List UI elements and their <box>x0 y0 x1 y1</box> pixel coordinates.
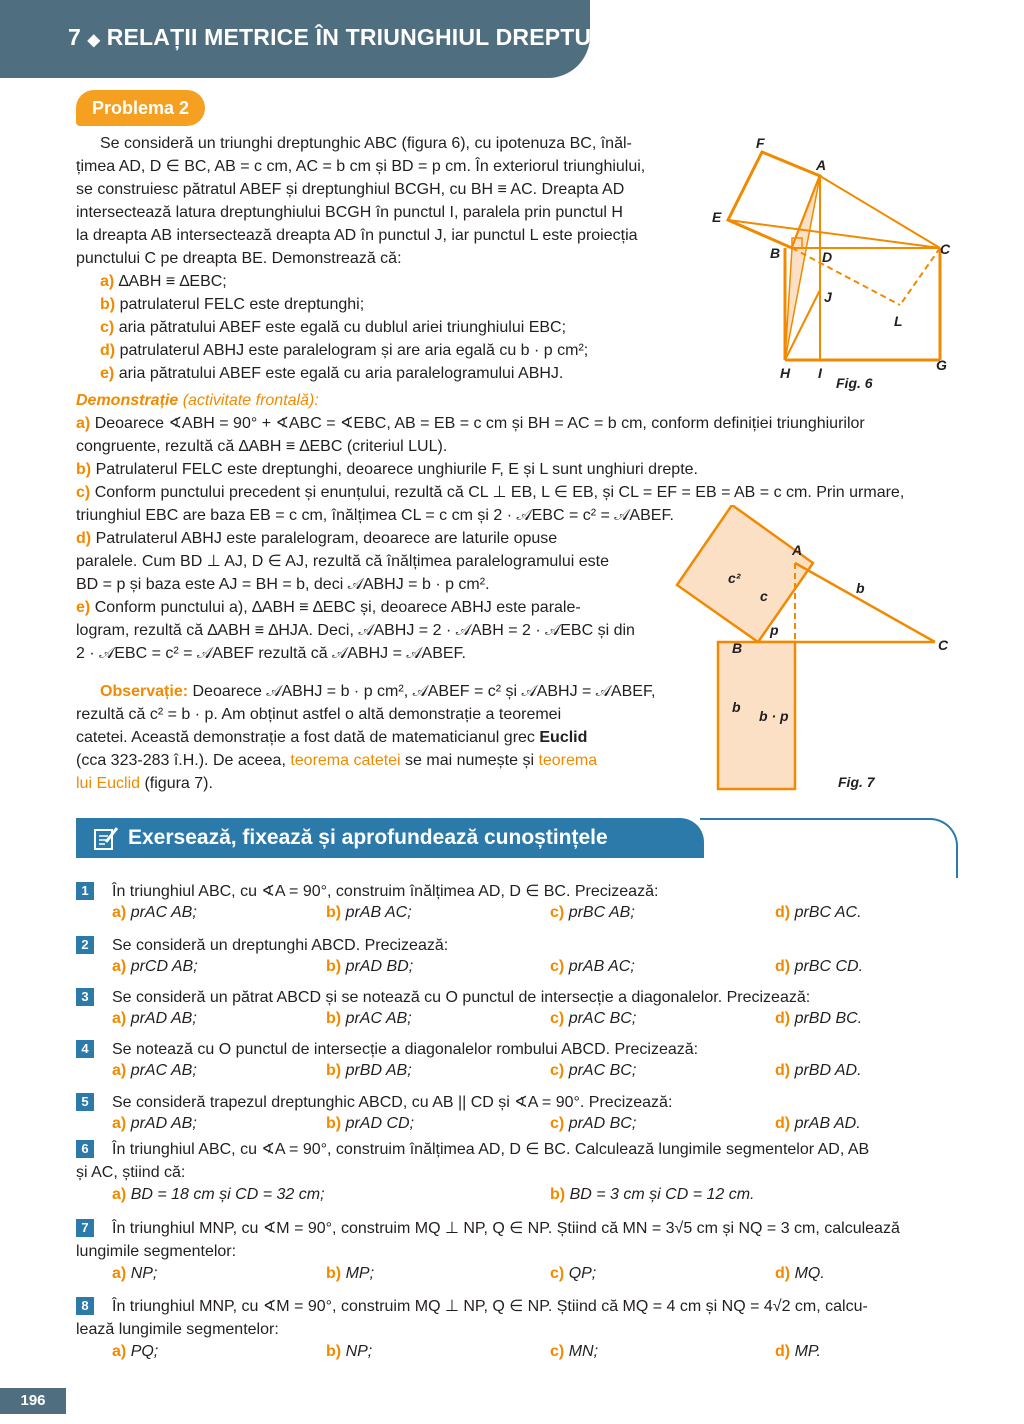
exercise-option <box>550 1186 755 1204</box>
label-j: J <box>824 289 832 305</box>
demo-title: Demonstrație <box>76 392 179 409</box>
option-letter: b) <box>326 1115 342 1132</box>
label-c: C <box>940 241 951 257</box>
label-b: B <box>770 245 781 261</box>
option-text: prBD AB; <box>345 1062 412 1079</box>
label-d: D <box>822 249 833 265</box>
exercise-option <box>112 1062 197 1080</box>
item-letter: e) <box>100 365 115 382</box>
label-g: G <box>936 357 947 373</box>
label-p: p <box>770 622 779 638</box>
option-text: BD = 18 cm și CD = 32 cm; <box>130 1186 325 1203</box>
option-text: prAC BC; <box>568 1062 637 1079</box>
item-text: aria pătratului ABEF este egală cu dublul ariei triunghiului EBC; <box>118 319 567 336</box>
item-text: aria pătratului ABEF este egală cu aria paralelogramului ABHJ. <box>118 365 564 382</box>
segment-ac <box>820 176 940 248</box>
problem-line: intersectează latura dreptunghiului BCGH în punctul I, paralela prin punctul H <box>76 204 623 221</box>
exercise-text: Se notează cu O punctul de intersecție a diagonalelor rombului ABCD. Precizează: <box>112 1041 699 1058</box>
option-text: QP; <box>568 1265 597 1282</box>
option-letter: c) <box>550 958 565 975</box>
option-letter: c) <box>550 1265 565 1282</box>
exercise-option <box>326 904 412 922</box>
page-number: 196 <box>0 1388 66 1414</box>
diamond-icon: ◆ <box>87 32 101 49</box>
option-text: prBC AB; <box>568 904 635 921</box>
option-letter: b) <box>326 1265 342 1282</box>
demo-text: paralele. Cum BD ⊥ AJ, D ∈ AJ, rezultă că înălțimea paralelogramului este <box>76 553 609 570</box>
exercise-option <box>112 958 198 976</box>
problem-items <box>100 270 700 385</box>
option-text: MP. <box>794 1343 821 1360</box>
option-text: prAC BC; <box>568 1010 637 1027</box>
option-text: prAB AD. <box>794 1115 861 1132</box>
exercise-option <box>326 1265 374 1283</box>
option-text: NP; <box>130 1265 158 1282</box>
option-text: MN; <box>568 1343 599 1360</box>
option-text: PQ; <box>130 1343 159 1360</box>
segment-ac <box>795 563 935 642</box>
observation-line-2: rezultă că c² = b · p. Am obținut astfel o altă demonstrație a teoremei <box>76 706 562 723</box>
option-letter: a) <box>112 1265 127 1282</box>
figure-7-caption: Fig. 7 <box>838 774 875 790</box>
option-text: prAB AC; <box>568 958 635 975</box>
problem-line: se construiesc pătratul ABEF și dreptunghiul BCGH, cu BH ≡ AC. Dreapta AD <box>76 181 625 198</box>
demonstration-line <box>76 481 956 504</box>
exercise-option <box>550 958 635 976</box>
option-letter: b) <box>326 1343 342 1360</box>
demo-text: Patrulaterul ABHJ este paralelogram, deoarece are laturile opuse <box>95 530 558 547</box>
demonstration-line <box>76 458 956 481</box>
exercise-option <box>550 1062 636 1080</box>
item-text: ∆ABH ≡ ∆EBC; <box>118 273 227 290</box>
option-letter: a) <box>112 958 127 975</box>
problem-line: Se consideră un triunghi dreptunghic ABC (figura 6), cu ipotenuza BC, înăl- <box>100 135 632 152</box>
demo-text: triunghiul EBC are baza EB = c cm, înălțimea CL = c cm și 2 · 𝒜EBC = c² = 𝒜ABEF. <box>76 507 674 524</box>
exercise-option <box>775 1010 862 1028</box>
demo-letter: b) <box>76 461 92 478</box>
segment-bl-dashed <box>792 248 900 305</box>
option-text: prAB AC; <box>345 904 412 921</box>
demo-letter: d) <box>76 530 92 547</box>
observation-line-3: catetei. Această demonstrație a fost dată de matematicianul grec <box>76 729 540 746</box>
option-text: prBD BC. <box>794 1010 863 1027</box>
chapter-title <box>68 24 666 51</box>
exercise-number: 2 <box>76 936 94 954</box>
problem-line: țimea AD, D ∈ BC, AB = c cm, AC = b cm și BD = p cm. În exteriorul triunghiului, <box>76 158 646 175</box>
exercise-number: 5 <box>76 1093 94 1111</box>
option-letter: b) <box>326 958 342 975</box>
exercise-text-continued: și AC, știind că: <box>76 1164 186 1181</box>
exercise-option <box>326 1062 412 1080</box>
exercise-option <box>775 1343 821 1361</box>
exercise-option <box>112 1265 157 1283</box>
exercise-number: 7 <box>76 1219 94 1237</box>
option-letter: a) <box>112 1343 127 1360</box>
exercise-number: 4 <box>76 1040 94 1058</box>
option-letter: d) <box>775 1265 791 1282</box>
item-letter: c) <box>100 319 115 336</box>
exercise-text-continued: lungimile segmentelor: <box>76 1243 237 1260</box>
theorem-term: teorema <box>538 752 598 769</box>
demo-text: Deoarece ∢ABH = 90° + ∢ABC = ∢EBC, AB = EB = c cm și BH = AC = b cm, conform definiției triunghiurilor <box>94 415 865 432</box>
exercise-option <box>112 1186 325 1204</box>
demo-text: Conform punctului precedent și enunțului, rezultă că CL ⊥ EB, L ∈ EB, și CL = EF = EB = AB = c cm. Prin urmare, <box>94 484 905 501</box>
option-letter: b) <box>326 1062 342 1079</box>
item-letter: d) <box>100 342 116 359</box>
demo-letter: c) <box>76 484 91 501</box>
exercise-section-rule <box>700 818 958 878</box>
option-text: NP; <box>345 1343 373 1360</box>
problem-item <box>100 339 700 362</box>
option-text: prAC AB; <box>130 904 197 921</box>
label-f: F <box>756 135 765 151</box>
euclid-theorem-term: lui Euclid <box>76 775 141 792</box>
exercise-option <box>550 1115 636 1133</box>
exercise-text: În triunghiul MNP, cu ∢M = 90°, construim MQ ⊥ NP, Q ∈ NP. Știind că MQ = 4 cm și NQ = 4√2 cm, calcu- <box>112 1298 868 1315</box>
exercise-option <box>550 1343 598 1361</box>
exercise-option <box>775 958 863 976</box>
option-letter: a) <box>112 1062 127 1079</box>
option-text: MQ. <box>794 1265 825 1282</box>
option-text: prAC AB; <box>345 1010 412 1027</box>
label-c-squared: c² <box>728 570 741 586</box>
segment-cl-dashed <box>900 248 940 305</box>
option-text: MP; <box>345 1265 375 1282</box>
item-letter: a) <box>100 273 115 290</box>
item-text: patrulaterul ABHJ este paralelogram și are aria egală cu b · p cm²; <box>119 342 589 359</box>
demonstration-line <box>76 412 956 435</box>
exercise-option <box>326 1010 412 1028</box>
option-text: prAC AB; <box>130 1062 197 1079</box>
option-letter: d) <box>775 1115 791 1132</box>
observation-line-4c: se mai numește și <box>400 752 539 769</box>
label-c-side: c <box>760 588 768 604</box>
option-letter: a) <box>112 1115 127 1132</box>
demo-text: BD = p și baza este AJ = BH = b, deci 𝒜ABHJ = b · p cm². <box>76 576 490 593</box>
problem-item <box>100 316 700 339</box>
label-h: H <box>780 365 791 381</box>
exercise-option <box>775 1062 862 1080</box>
option-text: prAD BD; <box>345 958 414 975</box>
exercise-number: 8 <box>76 1297 94 1315</box>
exercise-text-continued: lează lungimile segmentelor: <box>76 1321 279 1338</box>
exercise-option <box>775 904 862 922</box>
problem-line: punctului C pe dreapta BE. Demonstrează că: <box>76 250 402 267</box>
triangle-abh-fill <box>785 176 820 360</box>
exercise-option <box>112 1115 197 1133</box>
chapter-number: 7 <box>68 24 81 50</box>
demo-text: 2 · 𝒜EBC = c² = 𝒜ABEF rezultă că 𝒜ABHJ = 𝒜ABEF. <box>76 645 466 662</box>
euclid-name: Euclid <box>539 729 588 746</box>
demonstration-heading <box>76 389 319 412</box>
observation-label: Observație: <box>100 683 189 700</box>
option-letter: d) <box>775 1062 791 1079</box>
observation-line-5: (figura 7). <box>140 775 213 792</box>
figure-7 <box>660 505 960 805</box>
option-letter: d) <box>775 904 791 921</box>
figure-6-caption: Fig. 6 <box>836 375 873 391</box>
item-text: patrulaterul FELC este dreptunghi; <box>119 296 365 313</box>
option-letter: d) <box>775 1010 791 1027</box>
option-letter: a) <box>112 904 127 921</box>
notepad-pencil-icon <box>92 824 120 852</box>
exercise-option <box>550 1010 636 1028</box>
demo-letter: a) <box>76 415 91 432</box>
exercise-section-title: Exersează, fixează și aprofundează cunoștințele <box>128 826 608 849</box>
option-letter: c) <box>550 1115 565 1132</box>
exercise-number: 1 <box>76 882 94 900</box>
square-c2 <box>677 505 813 642</box>
label-b-top: b <box>856 580 865 596</box>
option-letter: a) <box>112 1186 127 1203</box>
option-letter: d) <box>775 958 791 975</box>
exercise-option <box>112 1343 158 1361</box>
demo-text: Patrulaterul FELC este dreptunghi, deoarece unghiurile F, E și L sunt unghiuri drepte. <box>95 461 698 478</box>
option-text: prBC CD. <box>794 958 864 975</box>
item-letter: b) <box>100 296 116 313</box>
label-i: I <box>818 365 822 381</box>
exercise-text: Se consideră un pătrat ABCD și se notează cu O punctul de intersecție a diagonalelor. Precizează: <box>112 989 811 1006</box>
demonstration-line <box>76 435 956 458</box>
exercise-option <box>550 1265 596 1283</box>
label-c: C <box>938 637 949 653</box>
demo-subtitle: (activitate frontală): <box>182 392 319 409</box>
option-letter: c) <box>550 1010 565 1027</box>
label-a: A <box>792 542 803 558</box>
exercise-option <box>775 1115 861 1133</box>
option-letter: b) <box>326 1010 342 1027</box>
chapter-title-text: RELAȚII METRICE ÎN TRIUNGHIUL DREPTUNGHIC <box>106 24 667 50</box>
demo-letter: e) <box>76 599 91 616</box>
option-letter: a) <box>112 1010 127 1027</box>
exercise-option <box>112 904 197 922</box>
observation-block <box>76 680 656 795</box>
option-text: prBD AD. <box>794 1062 862 1079</box>
problem-tab: Problema 2 <box>76 90 205 126</box>
exercise-option <box>326 958 413 976</box>
label-b-side: b <box>732 699 741 715</box>
problem-item <box>100 270 700 293</box>
observation-line-4a: (cca 323-283 î.H.). De aceea, <box>76 752 291 769</box>
option-text: prAD AB; <box>130 1010 197 1027</box>
label-b: B <box>732 640 743 656</box>
exercise-text: În triunghiul ABC, cu ∢A = 90°, construim înălțimea AD, D ∈ BC. Precizează: <box>112 883 659 900</box>
exercise-option <box>112 1010 197 1028</box>
option-text: BD = 3 cm și CD = 12 cm. <box>569 1186 755 1203</box>
option-text: prAD BC; <box>568 1115 637 1132</box>
option-letter: c) <box>550 904 565 921</box>
exercise-text: În triunghiul MNP, cu ∢M = 90°, construim MQ ⊥ NP, Q ∈ NP. Știind că MN = 3√5 cm și NQ = 3 cm, calculează <box>112 1220 900 1237</box>
exercise-text: În triunghiul ABC, cu ∢A = 90°, construim înălțimea AD, D ∈ BC. Calculează lungimile segmentelor AD, AB <box>112 1141 870 1158</box>
demo-text: Conform punctului a), ∆ABH ≡ ∆EBC și, deoarece ABHJ este parale- <box>94 599 581 616</box>
option-text: prAD CD; <box>345 1115 415 1132</box>
problem-line: la dreapta AB intersectează dreapta AD în punctul J, iar punctul L este proiecția <box>76 227 638 244</box>
option-letter: b) <box>326 904 342 921</box>
problem-item <box>100 362 700 385</box>
label-l: L <box>894 313 903 329</box>
label-a: A <box>816 157 827 173</box>
exercise-option <box>550 904 635 922</box>
option-letter: c) <box>550 1062 565 1079</box>
option-letter: d) <box>775 1343 791 1360</box>
exercise-text: Se consideră trapezul dreptunghic ABCD, cu AB || CD și ∢A = 90°. Precizează: <box>112 1094 673 1111</box>
label-e: E <box>712 209 722 225</box>
option-text: prAD AB; <box>130 1115 197 1132</box>
exercise-text: Se consideră un dreptunghi ABCD. Precizează: <box>112 937 449 954</box>
observation-line-1: Deoarece 𝒜ABHJ = b · p cm², 𝒜ABEF = c² și 𝒜ABHJ = 𝒜ABEF, <box>192 683 656 700</box>
exercise-option <box>775 1265 825 1283</box>
problem-item <box>100 293 700 316</box>
demo-text: logram, rezultă că ∆ABH ≡ ∆HJA. Deci, 𝒜ABHJ = 2 · 𝒜ABH = 2 · 𝒜EBC și din <box>76 622 635 639</box>
exercise-option <box>326 1115 414 1133</box>
exercise-number: 3 <box>76 988 94 1006</box>
theorem-catheti-term: teorema catetei <box>290 752 401 769</box>
option-letter: b) <box>550 1186 566 1203</box>
demo-text: congruente, rezultă că ∆ABH ≡ ∆EBC (criteriul LUL). <box>76 438 448 455</box>
label-b-times-p: b · p <box>759 708 789 724</box>
option-letter: c) <box>550 1343 565 1360</box>
figure-6 <box>700 130 990 400</box>
option-text: prBC AC. <box>794 904 862 921</box>
option-text: prCD AB; <box>130 958 198 975</box>
problem-statement <box>76 132 716 270</box>
exercise-number: 6 <box>76 1140 94 1158</box>
exercise-option <box>326 1343 372 1361</box>
